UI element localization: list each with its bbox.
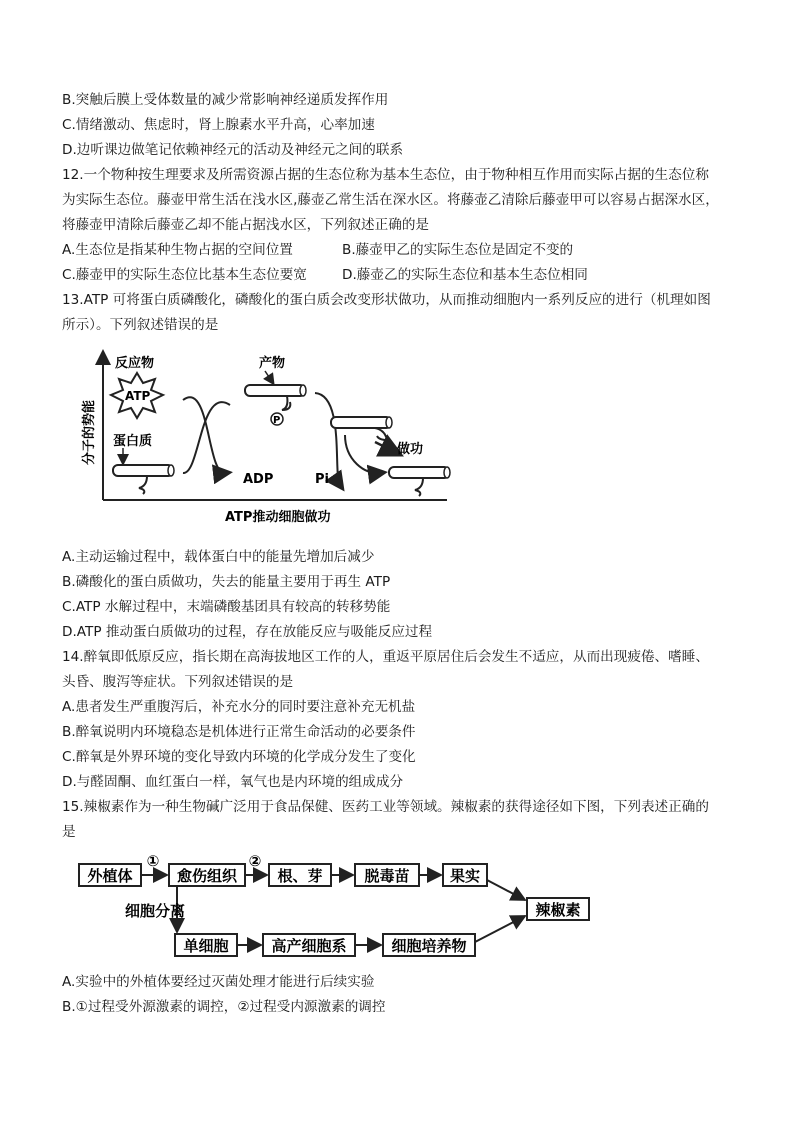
q12-option-b: B.藤壶甲乙的实际生态位是固定不变的 [342,242,574,258]
q13-option-c: C.ATP 水解过程中，末端磷酸基团具有较高的转移势能 [62,599,391,615]
box-callus-label: 愈伤组织 [176,867,238,885]
protein-cylinder-4 [389,467,449,478]
separation-label: 细胞分离 [125,902,186,920]
q14-option-c: C.醉氧是外界环境的变化导致内环境的化学成分发生了变化 [62,749,416,765]
protein-cylinder-1 [113,465,173,476]
q12-stem-line-2: 为实际生态位。藤壶甲常生活在浅水区,藤壶乙常生活在深水区。将藤壶乙清除后藤壶甲可以容易占据深水区， [62,192,719,208]
step-2-label: ② [248,852,262,870]
reactant-label: 反应物 [115,356,155,371]
box-culture-label: 细胞培养物 [391,937,467,955]
q12-stem-line-3: 将藤壶甲清除后藤壶乙却不能占据浅水区，下列叙述正确的是 [62,217,430,233]
q14-stem-line-2: 头昏、腹泻等症状。下列叙述错误的是 [62,674,294,690]
q13-option-b: B.磷酸化的蛋白质做功，失去的能量主要用于再生 ATP [62,574,391,590]
step-1-label: ① [146,852,160,870]
q15-stem-line-2: 是 [62,824,76,840]
work-label: 做功 [397,442,424,457]
protein-label: 蛋白质 [113,434,153,449]
reaction-arrow-4 [345,435,380,473]
q13-option-a: A.主动运输过程中，载体蛋白中的能量先增加后减少 [62,549,375,565]
q14-stem-line-1: 14.醉氧即低原反应，指长期在高海拔地区工作的人，重返平原居住后会发生不适应，从而出现疲倦、嗜睡、 [62,649,709,665]
q12-option-d: D.藤壶乙的实际生态位和基本生态位相同 [342,267,588,283]
q12-option-c: C.藤壶甲的实际生态位比基本生态位要宽 [62,267,307,283]
atp-label: ATP [125,389,151,403]
box-capsaicin-label: 辣椒素 [535,901,581,919]
q13-stem-line-2: 所示）。下列叙述错误的是 [62,317,219,333]
q12-stem-line-1: 12.一个物种按生理要求及所需资源占据的生态位称为基本生态位，由于物种相互作用而实际占据的生态位称 [62,167,709,183]
q14-option-b: B.醉氧说明内环境稳态是机体进行正常生命活动的必要条件 [62,724,416,740]
y-axis-label: 分子的势能 [82,399,97,465]
p-label: P [273,415,281,426]
pi-label: Pi [315,472,329,487]
q13-option-d: D.ATP 推动蛋白质做功的过程，存在放能反应与吸能反应过程 [62,624,433,640]
box-root-bud-label: 根、芽 [277,867,323,885]
q12-option-a: A.生态位是指某种生物占据的空间位置 [62,242,293,258]
atp-mechanism-figure [75,345,465,530]
q14-option-a: A.患者发生严重腹泻后，补充水分的同时要注意补充无机盐 [62,699,416,715]
adp-label: ADP [243,472,274,487]
q15-option-a: A.实验中的外植体要经过灭菌处理才能进行后续实验 [62,974,375,990]
box-high-yield-label: 高产细胞系 [271,937,347,955]
reaction-arrow-2 [183,402,230,473]
protein-cylinder-2 [245,385,305,396]
box-fruit-label: 果实 [449,867,481,885]
box-single-cell-label: 单细胞 [183,937,229,955]
q15-stem-line-1: 15.辣椒素作为一种生物碱广泛用于食品保健、医药工业等领域。辣椒素的获得途径如下图，下列表述正确的 [62,799,709,815]
q11-option-b: B.突触后膜上受体数量的减少常影响神经递质发挥作用 [62,92,389,108]
box-explant-label: 外植体 [87,867,133,885]
box-seedling-label: 脱毒苗 [364,867,410,885]
product-label: 产物 [259,356,286,371]
q15-option-b: B.①过程受外源激素的调控，②过程受内源激素的调控 [62,999,386,1015]
q11-option-c: C.情绪激动、焦虑时，肾上腺素水平升高，心率加速 [62,117,375,133]
q11-option-d: D.边听课边做笔记依赖神经元的活动及神经元之间的联系 [62,142,404,158]
q13-stem-line-1: 13.ATP 可将蛋白质磷酸化，磷酸化的蛋白质会改变形状做功，从而推动细胞内一系列反应的进行（机理如图 [62,292,711,308]
product-arrow [265,371,273,383]
protein-cylinder-3 [331,417,391,428]
capsaicin-flowchart [75,850,615,965]
work-arrow [375,442,395,452]
figure-caption: ATP推动细胞做功 [225,510,331,525]
reaction-arrow-1 [183,397,225,473]
q14-option-d: D.与醛固酮、血红蛋白一样，氧气也是内环境的组成成分 [62,774,404,790]
